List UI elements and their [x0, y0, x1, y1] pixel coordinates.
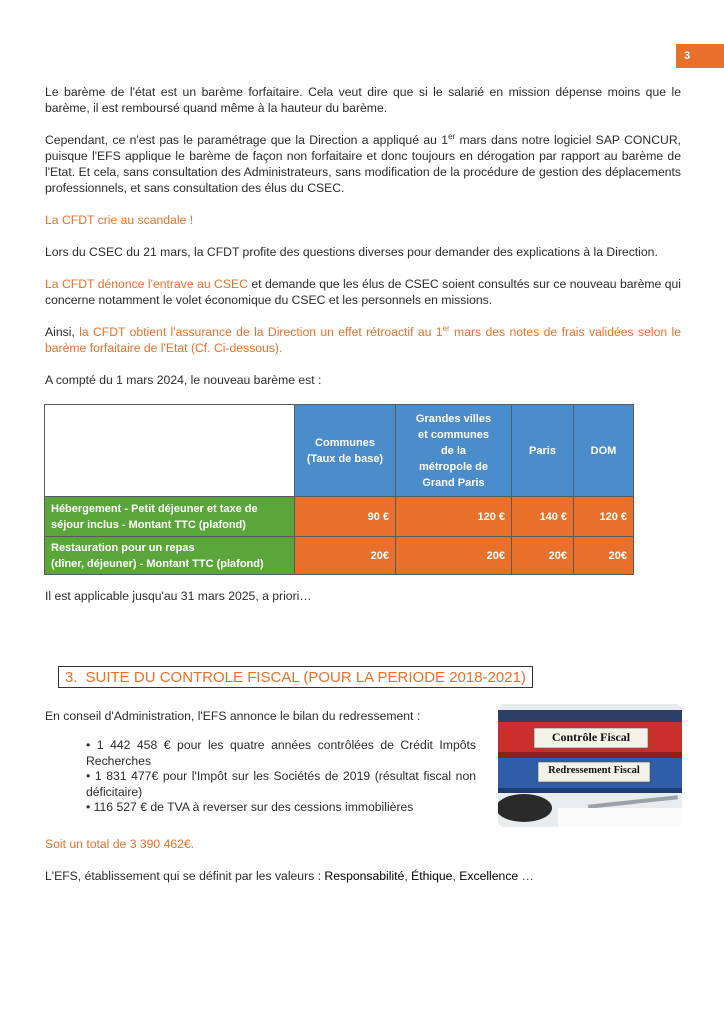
table-cell: 120 € — [574, 497, 634, 537]
paragraph-csec-21-mars: Lors du CSEC du 21 mars, la CFDT profite des questions diverses pour demander des explications à la Direction. — [45, 245, 658, 259]
table-row-label-restauration: Restauration pour un repas (dîner, déjeuner) - Montant TTC (plafond) — [45, 537, 295, 575]
p6-sup: er — [442, 323, 450, 333]
table-header-communes: Communes (Taux de base) — [295, 405, 396, 497]
p5-orange: La CFDT dénonce l'entrave au CSEC — [45, 277, 248, 291]
table-cell: 20€ — [574, 537, 634, 575]
paragraph-applicable: Il est applicable jusqu'au 31 mars 2025, a priori… — [45, 589, 312, 603]
closing-end: … — [518, 869, 534, 883]
redressement-list — [86, 738, 476, 816]
controle-fiscal-photo — [498, 704, 682, 827]
paragraph-parametrage — [45, 132, 681, 196]
table-cell: 120 € — [396, 497, 512, 537]
closing-sep-2: , — [452, 869, 460, 883]
p2-text-b: mars dans notre logiciel SAP CONCUR, puisque l'EFS applique le barème de façon non forfaitaire et donc toujours en dérogation par rapport au barème de l'Etat. Et cela, sans consultation des Administrateurs, sans modification de la procédure de gestion des déplacements professionnels, et sans consultation des élus du CSEC. — [45, 133, 682, 195]
paragraph-bareme-intro: A compté du 1 mars 2024, le nouveau barème est : — [45, 373, 322, 387]
photo-label-redressement: Redressement Fiscal — [548, 765, 640, 776]
table-header-row — [45, 405, 634, 497]
table-corner-cell — [45, 405, 295, 497]
table-header-dom: DOM — [574, 405, 634, 497]
table-cell: 140 € — [512, 497, 574, 537]
rates-table — [44, 404, 634, 575]
paragraph-bareme-forfaitaire: Le barème de l'état est un barème forfaitaire. Cela veut dire que si le salarié en mission dépense moins que le barème, il est remboursé quand même à la hauteur du barème. — [45, 85, 681, 115]
p2-sup: er — [448, 131, 456, 141]
value-ethique: Éthique — [411, 869, 453, 883]
p6-lead: Ainsi, — [45, 325, 80, 339]
section-3-closing — [45, 868, 681, 884]
section-3-title-text: SUITE DU CONTROLE FISCAL (POUR LA PERIODE 2018-2021) — [85, 668, 526, 686]
list-item: • 1 831 477€ pour l'Impôt sur les Sociétés de 2019 (résultat fiscal non déficitaire) — [86, 769, 476, 799]
value-responsabilite: Responsabilité — [324, 869, 405, 883]
page-number: 3 — [676, 44, 724, 68]
paragraph-entrave — [45, 276, 681, 308]
p6-text-a: la CFDT obtient l'assurance de la Direction un effet rétroactif au 1 — [79, 325, 443, 339]
section-3-title — [58, 666, 533, 688]
photo-label-controle: Contrôle Fiscal — [551, 730, 631, 744]
p2-text-a: Cependant, ce n'est pas le paramétrage que la Direction a appliqué au 1 — [45, 133, 449, 147]
section-3-total: Soit un total de 3 390 462€. — [45, 837, 195, 851]
table-cell: 20€ — [295, 537, 396, 575]
table-header-grandes-villes: Grandes villes et communes de la métropole de Grand Paris — [396, 405, 512, 497]
list-item: • 116 527 € de TVA à reverser sur des cessions immobilières — [86, 800, 414, 814]
table-header-paris: Paris — [512, 405, 574, 497]
table-cell: 90 € — [295, 497, 396, 537]
table-row-label-hebergement: Hébergement - Petit déjeuner et taxe de séjour inclus - Montant TTC (plafond) — [45, 497, 295, 537]
section-3-number: 3. — [65, 668, 78, 686]
table-row — [45, 537, 634, 575]
section-3-intro: En conseil d'Administration, l'EFS annonce le bilan du redressement : — [45, 709, 421, 723]
list-item: • 1 442 458 € pour les quatre années contrôlées de Crédit Impôts Recherches — [86, 738, 476, 768]
p6-text-b: mars des notes de frais validées selon le barème forfaitaire de l'Etat (Cf. Ci-dessous). — [45, 325, 681, 355]
paragraph-scandale: La CFDT crie au scandale ! — [45, 213, 194, 227]
p5-rest: et demande que les élus de CSEC soient consultés sur ce nouveau barème qui concerne notamment le volet économique du CSEC et les personnels en missions. — [45, 277, 681, 307]
value-excellence: Excellence — [459, 869, 519, 883]
table-row — [45, 497, 634, 537]
table-cell: 20€ — [512, 537, 574, 575]
table-cell: 20€ — [396, 537, 512, 575]
closing-sep-1: , — [404, 869, 412, 883]
paragraph-retroactif — [45, 324, 681, 356]
closing-text: L'EFS, établissement qui se définit par les valeurs : — [45, 869, 325, 883]
